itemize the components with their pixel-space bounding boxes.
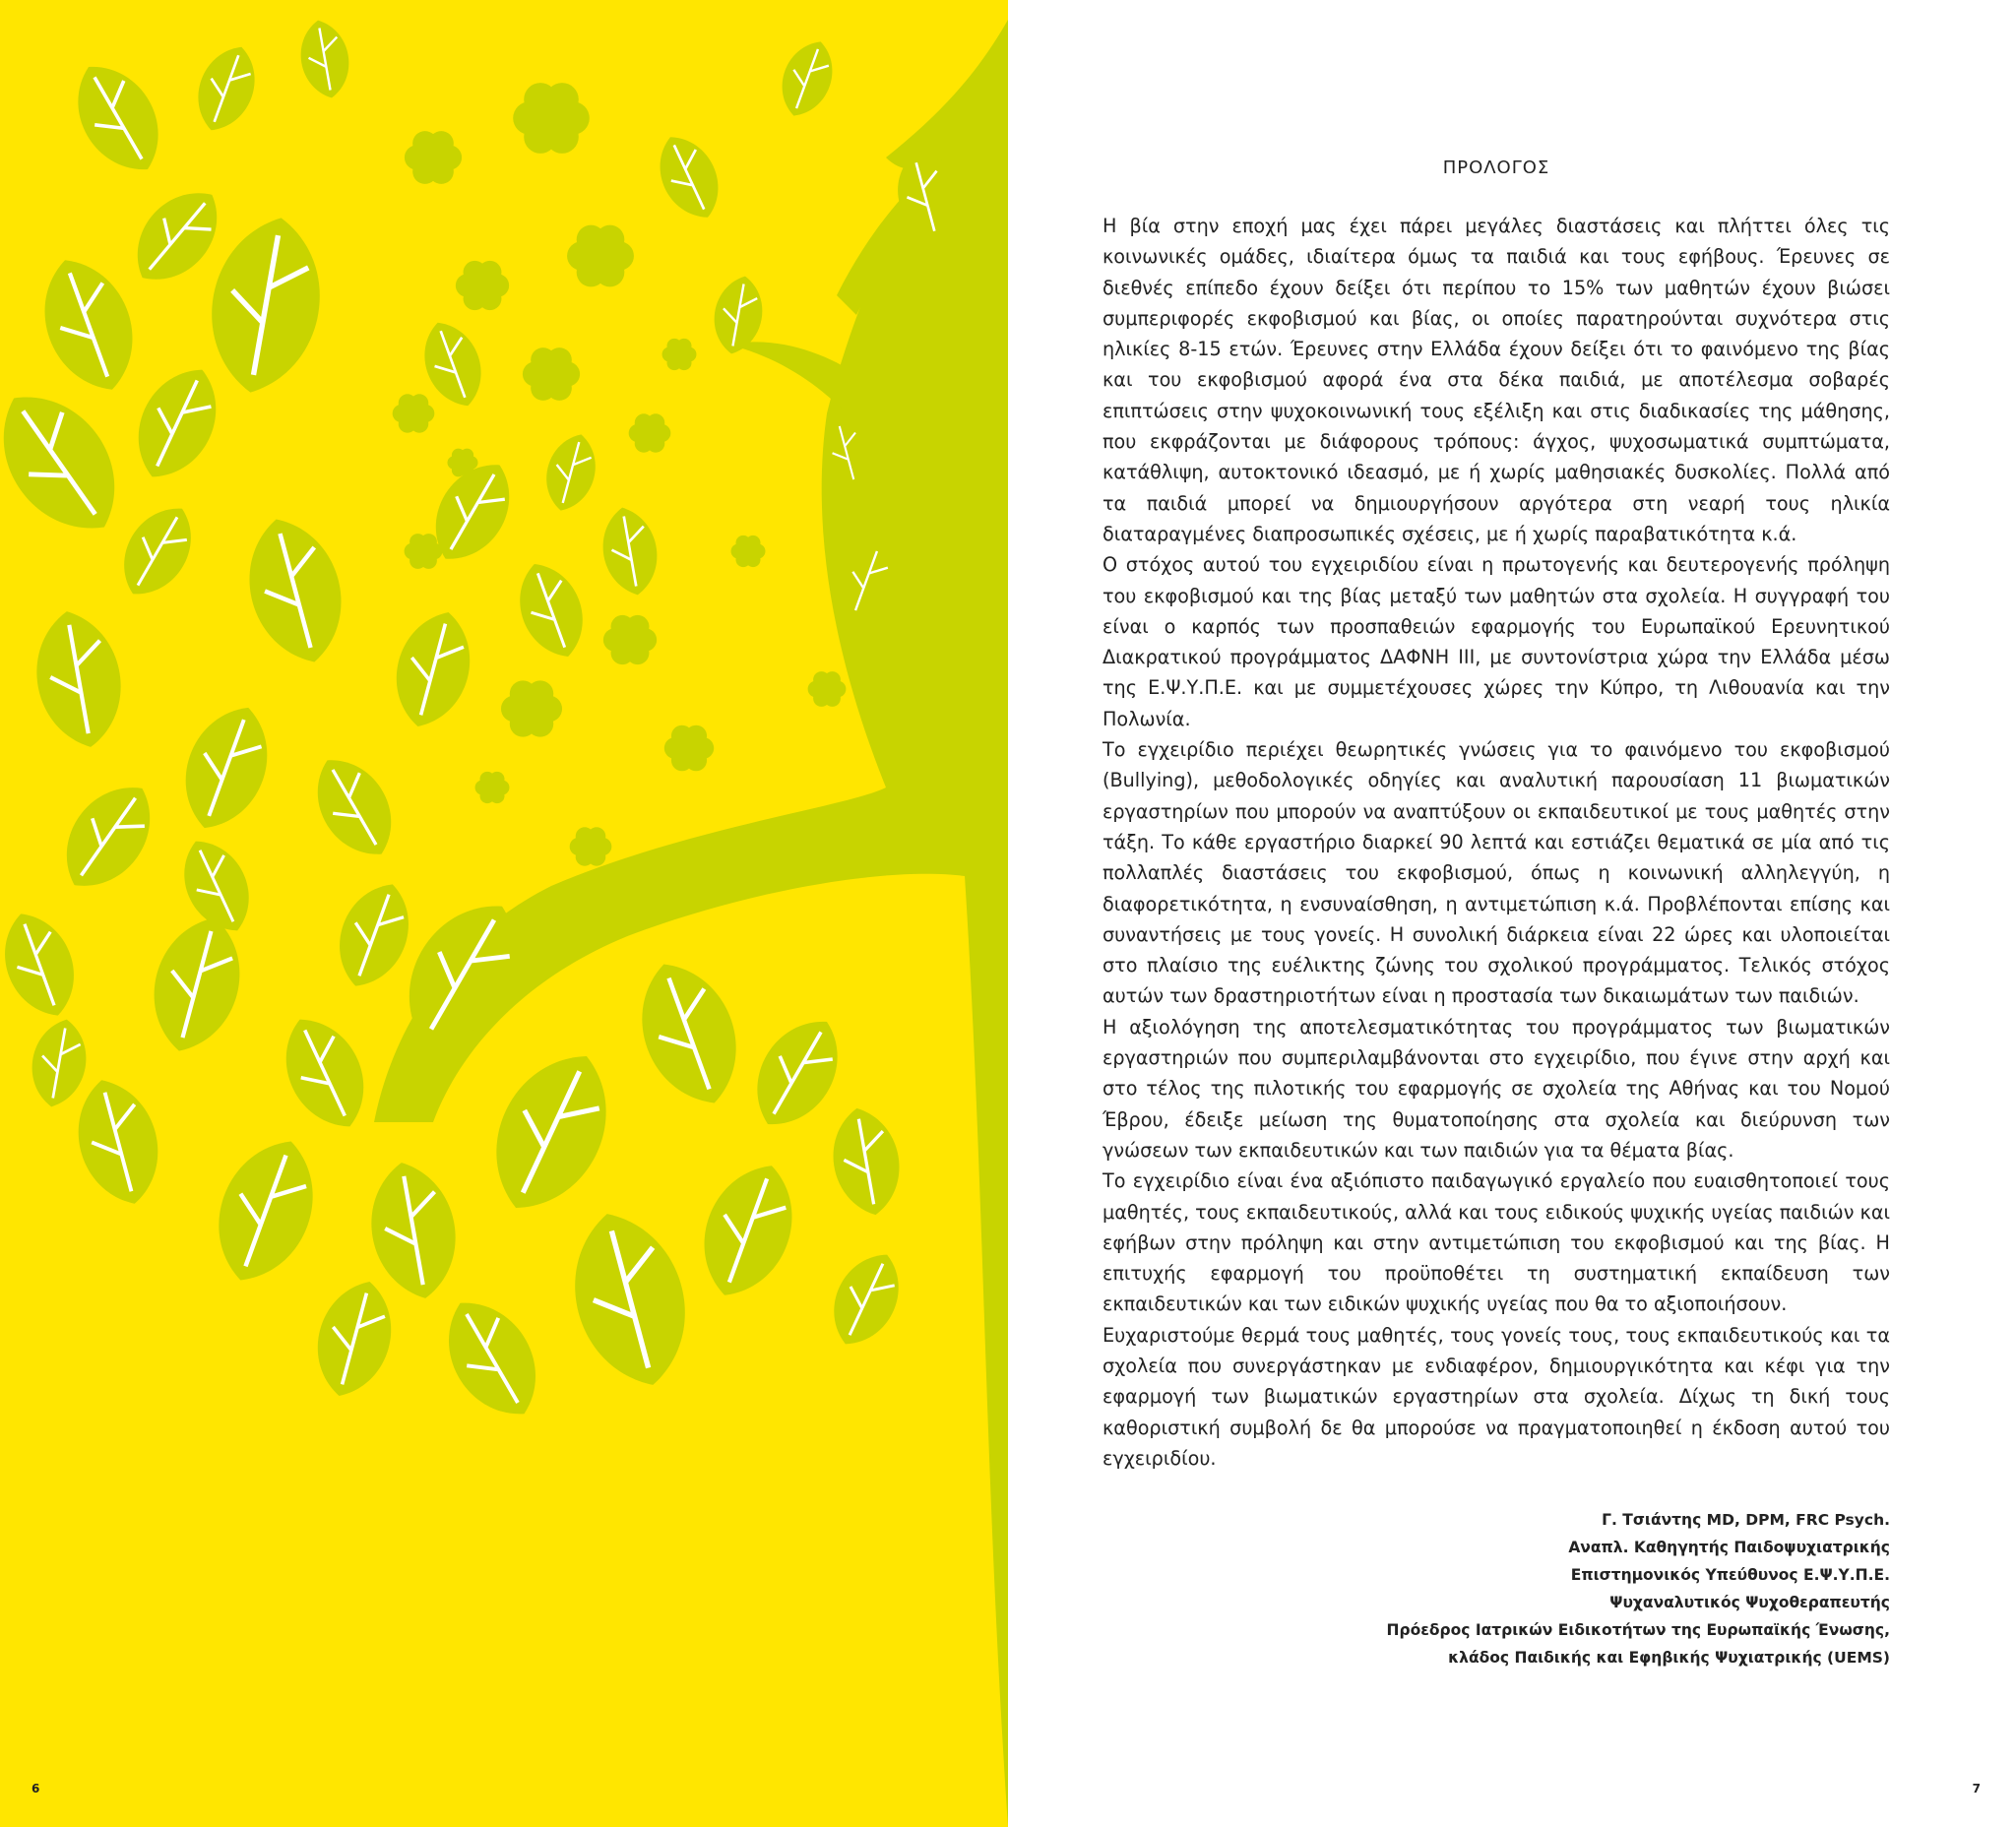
signature-line: Επιστημονικός Υπεύθυνος Ε.Ψ.Υ.Π.Ε. — [1570, 1566, 1890, 1584]
leaf-shape — [199, 1126, 333, 1295]
paragraph: Το εγχειρίδιο περιέχει θεωρητικές γνώσεις για το φαινόμενο του εκφοβισμού (Bullying), μεθοδολογικές οδηγίες και αναλυτική παρουσίαση 11 βιωματικών εργαστηρίων που μπορούν να αναπτύξουν οι εκπαιδευτικοί με τους μαθητές στην τάξη. Το κάθε εργαστήριο διαρκεί 90 λεπτά και εστιάζει θεματικά σε μία από τις πολλαπλές διαστάσεις του εκφοβισμού, όπως η κοινωνική αλληλεγγύη, η διαφορετικότητα, η ενσυναίσθηση, η αντιμετώπιση κ.ά. Προβλέπονται επίσης και συναντήσεις με τους γονείς. Η συνολική διάρκεια είναι 22 ώρες και υλοποιείται στο πλαίσιο της ευέλικτης ζώνης του σχολικού προγράμματος. Τελικός στόχος αυτών των δραστηριοτήτων είναι η προστασία των δικαιωμάτων των παιδιών. — [1102, 738, 1890, 1008]
signature-block — [1004, 1506, 1890, 1671]
leaf-shape — [268, 1004, 382, 1141]
leaf-shape — [305, 1273, 405, 1406]
leaf-shape — [647, 126, 732, 228]
page-number-right: 7 — [1972, 1782, 1981, 1796]
leaf-shape — [772, 33, 843, 124]
paragraph: Ο στόχος αυτού του εγχειριδίου είναι η πρωτογενής και δευτερογενής πρόληψη του εκφοβισμού και της βίας μεταξύ των μαθητών στα σχολεία. Η συγγραφή του είναι ο καρπός των προσπαθειών εφαρμογής του Ευρωπαϊκού Ερευνητικού Διακρατικού προγράμματος ΔΑΦΝΗ ΙΙΙ, με συντονίστρια χώρα την Ελλάδα μέσω της Ε.Ψ.Υ.Π.Ε. και με συμμετέχουσες χώρες την Κύπρο, τη Λιθουανία και την Πολωνία. — [1102, 553, 1890, 730]
flower-shape — [570, 827, 612, 865]
paragraph: Ευχαριστούμε θερμά τους μαθητές, τους γονείς τους, τους εκπαιδευτικούς και τα σχολεία που συνεργάστηκαν με ενδιαφέρον, δημιουργικότητα και κέφι για την εφαρμογή των βιωματικών εργαστηρίων στα σχολεία. Δίχως τη δική τους καθοριστική συμβολή δε θα μπορούσε να πραγματοποιηθεί η έκδοση αυτού του εγχειριδίου. — [1102, 1323, 1890, 1470]
flower-shape — [523, 347, 580, 401]
leaf-shape — [819, 1242, 914, 1356]
leaf-shape — [597, 503, 664, 599]
leaf-shape — [294, 16, 354, 101]
leaf-shape — [26, 604, 131, 754]
leaf-shape — [471, 1035, 632, 1228]
leaf-shape — [360, 1156, 466, 1305]
signature-line: Ψυχαναλυτικός Ψυχοθεραπευτής — [1609, 1594, 1890, 1611]
page-number-left: 6 — [32, 1782, 40, 1796]
signature-line: κλάδος Παιδικής και Εφηβικής Ψυχιατρικής (UEMS) — [1448, 1649, 1890, 1667]
leaf-shape — [537, 428, 603, 517]
paragraph: Η βία στην εποχή μας έχει πάρει μεγάλες διαστάσεις και πλήττει όλες τις κοινωνικές ομάδες, ιδιαίτερα όμως τα παιδιά και τους εφήβους. Έρευνες σε διεθνές επίπεδο έχουν δείξει ότι περίπου το 15% των μαθητών έχουν βιώσει συμπεριφορές εκφοβισμού και βίας, οι οποίες παρατηρούνται συχνότερα στις ηλικίες 8-15 ετών. Έρευνες στην Ελλάδα έχουν δείξει ότι το φαινόμενο της βίας και του εκφοβισμού αφορά ένα στα δέκα παιδιά, με αποτέλεσμα σοβαρές επιπτώσεις στην ψυχοκοινωνική τους εξέλιξη και στις διαδικασίες της μάθησης, που εκφράζονται με διάφορους τρόπους: άγχος, ψυχοσωματικά συμπτώματα, κατάθλιψη, αυτοκτονικό ιδεασμό, με ή χωρίς μαθησιακές δυσκολίες. Πολλά από τα παιδιά μπορεί να δημιουργήσουν αργότερα στη νεαρή τους ηλικία διαταραγμένες διαπροσωπικές σχέσεις, με ή χωρίς παραβατικότητα κ.ά. — [1102, 215, 1890, 545]
flower-shape — [603, 615, 657, 664]
flower-shape — [405, 131, 462, 184]
leaf-shape — [45, 768, 171, 906]
flower-shape — [808, 671, 847, 707]
flower-shape — [405, 534, 443, 569]
leaf-shape — [325, 873, 423, 997]
leaf-shape — [427, 1284, 558, 1433]
leaf-shape — [737, 1004, 857, 1142]
leaf-shape — [384, 603, 483, 736]
flower-shape — [629, 413, 671, 452]
flower-shape — [501, 680, 562, 736]
leaf-shape — [556, 1200, 705, 1399]
preface-body — [1102, 211, 1890, 1474]
leaf-shape — [65, 1070, 172, 1214]
flower-shape — [731, 536, 766, 567]
leaf-shape — [507, 554, 597, 666]
signature-name: Γ. Τσιάντης MD, DPM, FRC Psych. — [1602, 1511, 1890, 1529]
flower-shape — [456, 261, 509, 310]
leaf-shape — [0, 371, 143, 554]
flower-shape — [662, 339, 697, 370]
flower-shape — [513, 83, 590, 154]
paragraph: Η αξιολόγηση της αποτελεσματικότητας του προγράμματος των βιωματικών εργαστηριών που συμπεριλαμβάνονται στο εγχειρίδιο, που έγινε στην αρχή και στο τέλος της πιλοτικής του εφαρμογής σε σχολεία της Αθήνας και του Νομού Έβρου, έδειξε μείωση της θυματοποίησης στα σχολεία και διεύρυνση των γνώσεων των εκπαιδευτικών και των παιδιών για τα θέματα βίας. — [1102, 1015, 1890, 1162]
paragraph: Το εγχειρίδιο είναι ένα αξιόπιστο παιδαγωγικό εργαλείο που ευαισθητοποιεί τους μαθητές, τους εκπαιδευτικούς, αλλά και τους ειδικούς ψυχικής υγείας παιδιών και εφήβων στην πρόληψη και στην αντιμετώπιση του εκφοβισμού και της βίας. Η επιτυχής εφαρμογή του προϋποθέτει τη συστηματική εκπαίδευση των εκπαιδευτικών και των ειδικών ψυχικής υγείας που θα το αξιοποιήσουν. — [1102, 1169, 1890, 1316]
leaf-shape — [299, 744, 410, 870]
leaf-shape — [168, 695, 284, 842]
leaf-shape — [27, 246, 152, 404]
leaf-shape — [825, 1102, 908, 1221]
leaf-shape — [58, 49, 178, 187]
page-title: ΠΡΟΛΟΓΟΣ — [1442, 158, 1550, 178]
leaf-shape — [186, 37, 267, 139]
tree-branch — [728, 342, 856, 413]
leaf-shape — [233, 508, 357, 673]
flower-shape — [664, 725, 714, 772]
flower-shape — [475, 772, 510, 803]
leaf-shape — [686, 1152, 811, 1309]
leaf-shape — [107, 494, 208, 609]
flower-shape — [393, 394, 435, 432]
leaf-shape — [26, 1015, 94, 1111]
leaf-shape — [0, 903, 89, 1027]
signature-line: Πρόεδρος Ιατρικών Ειδικοτήτων της Ευρωπαϊκής Ένωσης, — [1386, 1621, 1890, 1639]
signature-line: Αναπλ. Καθηγητής Παιδοψυχιατρικής — [1568, 1539, 1890, 1556]
leaf-shape — [198, 209, 334, 402]
leaf-shape — [622, 949, 756, 1118]
leaf-shape — [120, 354, 234, 491]
flower-shape — [567, 225, 634, 287]
